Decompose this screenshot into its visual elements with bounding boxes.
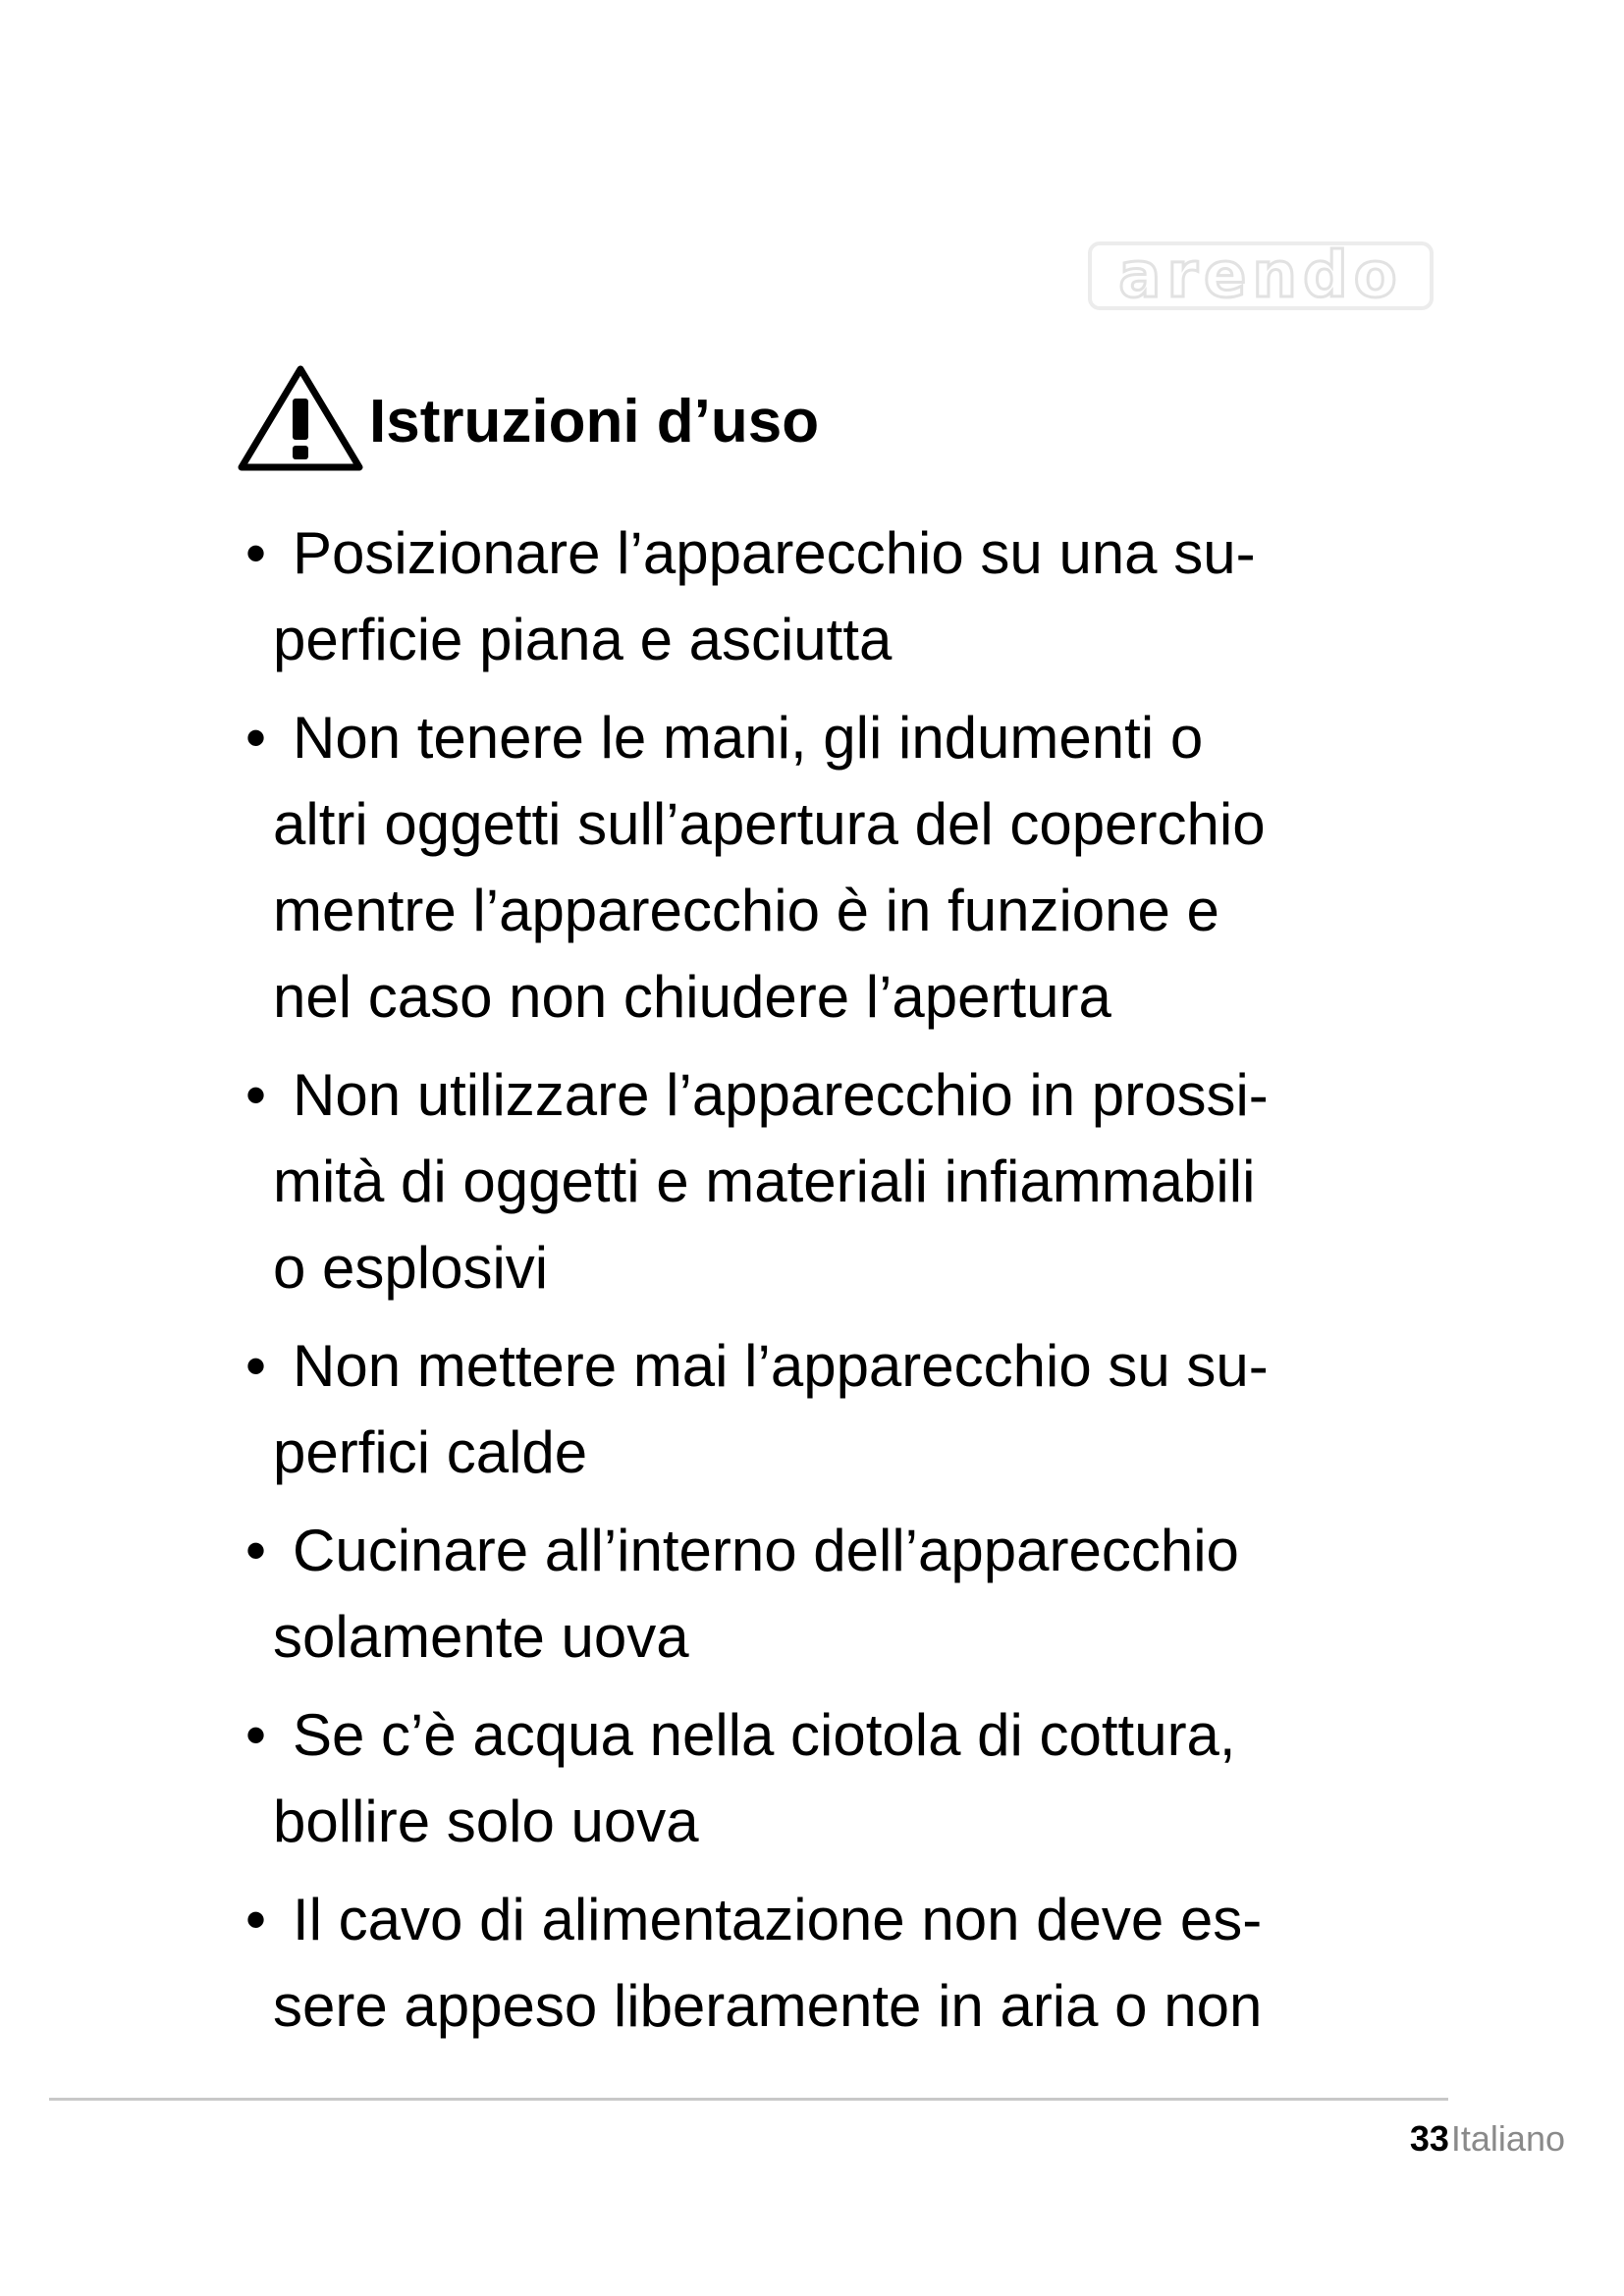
list-item-text: Posizionare l’apparecchio su una su- [293,520,1256,586]
list-item-text: perfici calde [273,1419,588,1485]
page-title: Istruzioni d’uso [369,387,820,455]
list-item [245,1052,1453,1311]
list-item-text: mità di oggetti e materiali infiammabili [273,1148,1256,1214]
page-number: 33 [1409,2118,1449,2159]
list-item-text: Non tenere le mani, gli indumenti o [293,705,1204,771]
brand-logo [1088,241,1434,310]
brand-logo-text: arendo [1118,240,1403,312]
list-item-text: altri oggetti sull’apertura del coperchio [273,791,1266,857]
list-item-text: o esplosivi [273,1235,549,1301]
list-item-text: sere appeso liberamente in aria o non [273,1973,1263,2039]
bullet-icon: • [245,1333,267,1399]
bullet-icon: • [245,1518,267,1583]
list-item-text: Se c’è acqua nella ciotola di cottura, [293,1702,1236,1768]
list-item-text: mentre l’apparecchio è in funzione e [273,878,1219,943]
list-item-text: Cucinare all’interno dell’apparecchio [293,1518,1239,1583]
list-item-text: Non utilizzare l’apparecchio in prossi- [293,1062,1269,1128]
list-item [245,1692,1453,1865]
instructions-list [245,510,1453,2061]
bullet-icon: • [245,1887,267,1952]
bullet-icon: • [245,1062,267,1128]
list-item-text: Non mettere mai l’apparecchio su su- [293,1333,1269,1399]
list-item-text: Il cavo di alimentazione non deve es- [293,1887,1263,1952]
warning-triangle-icon [236,361,365,475]
footer-language: Italiano [1450,2118,1565,2159]
page-footer [1410,2118,1565,2160]
list-item-text: nel caso non chiudere l’apertura [273,964,1111,1030]
list-item [245,1877,1453,2050]
bullet-icon: • [245,705,267,771]
list-item-text: perficie piana e asciutta [273,607,893,672]
footer-divider [49,2098,1448,2101]
list-item-text: bollire solo uova [273,1789,699,1854]
list-item [245,510,1453,683]
list-item [245,1323,1453,1496]
list-item-text: solamente uova [273,1604,689,1670]
bullet-icon: • [245,520,267,586]
list-item [245,695,1453,1041]
list-item [245,1508,1453,1681]
section-heading [236,359,819,477]
bullet-icon: • [245,1702,267,1768]
